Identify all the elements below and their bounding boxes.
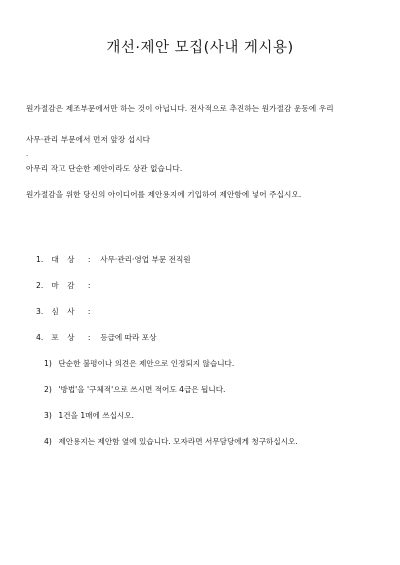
- item-number: 2.: [36, 281, 44, 290]
- note-item: [44, 410, 134, 421]
- item-separator: :: [87, 255, 91, 264]
- bullet-mark: .: [26, 150, 29, 158]
- note-item: [44, 384, 225, 395]
- note-number: 3): [44, 411, 52, 420]
- intro-paragraph-4: 원가절감을 위한 당신의 아이디어를 제안용지에 기입하여 제안함에 넣어 주십시오.: [26, 190, 302, 199]
- intro-paragraph-2: 사무·관리 부문에서 먼저 앞장 섭시다: [26, 135, 151, 144]
- list-item-reward: [36, 332, 156, 343]
- note-text: 단순한 불평이나 의견은 제안으로 인정되지 않습니다.: [58, 359, 235, 368]
- item-value: 등급에 따라 포상: [100, 333, 157, 342]
- intro-paragraph-3: 아무리 작고 단순한 제안이라도 상관 없습니다.: [26, 164, 183, 173]
- note-text: 1건을 1매에 쓰십시오.: [58, 411, 135, 420]
- list-item-review: [36, 306, 98, 317]
- note-item: [44, 436, 298, 447]
- item-number: 4.: [36, 333, 44, 342]
- item-label: 포 상: [51, 333, 78, 342]
- intro-paragraph-1: 원가절감은 제조부문에서만 하는 것이 아닙니다. 전사적으로 추진하는 원가절감 운동에 우리: [26, 104, 334, 113]
- item-separator: :: [87, 307, 91, 316]
- note-item: [44, 358, 234, 369]
- item-label: 심 사: [51, 307, 78, 316]
- document-title: 개선·제안 모집(사내 게시용): [106, 40, 294, 56]
- item-number: 3.: [36, 307, 44, 316]
- list-item-target: [36, 254, 191, 265]
- note-number: 4): [44, 437, 52, 446]
- note-number: 1): [44, 359, 52, 368]
- list-item-deadline: [36, 280, 98, 291]
- note-number: 2): [44, 385, 52, 394]
- item-value: 사무·관리·영업 부문 전직원: [100, 255, 191, 264]
- item-label: 마 감: [51, 281, 78, 290]
- item-label: 대 상: [51, 255, 78, 264]
- item-separator: :: [87, 333, 91, 342]
- item-number: 1.: [36, 255, 44, 264]
- note-text: '방법'을 '구체적'으로 쓰시면 적어도 4급은 됩니다.: [58, 385, 226, 394]
- item-separator: :: [87, 281, 91, 290]
- note-text: 제안용지는 제안함 옆에 있습니다. 모자라면 서무담당에게 청구하십시오.: [58, 437, 298, 446]
